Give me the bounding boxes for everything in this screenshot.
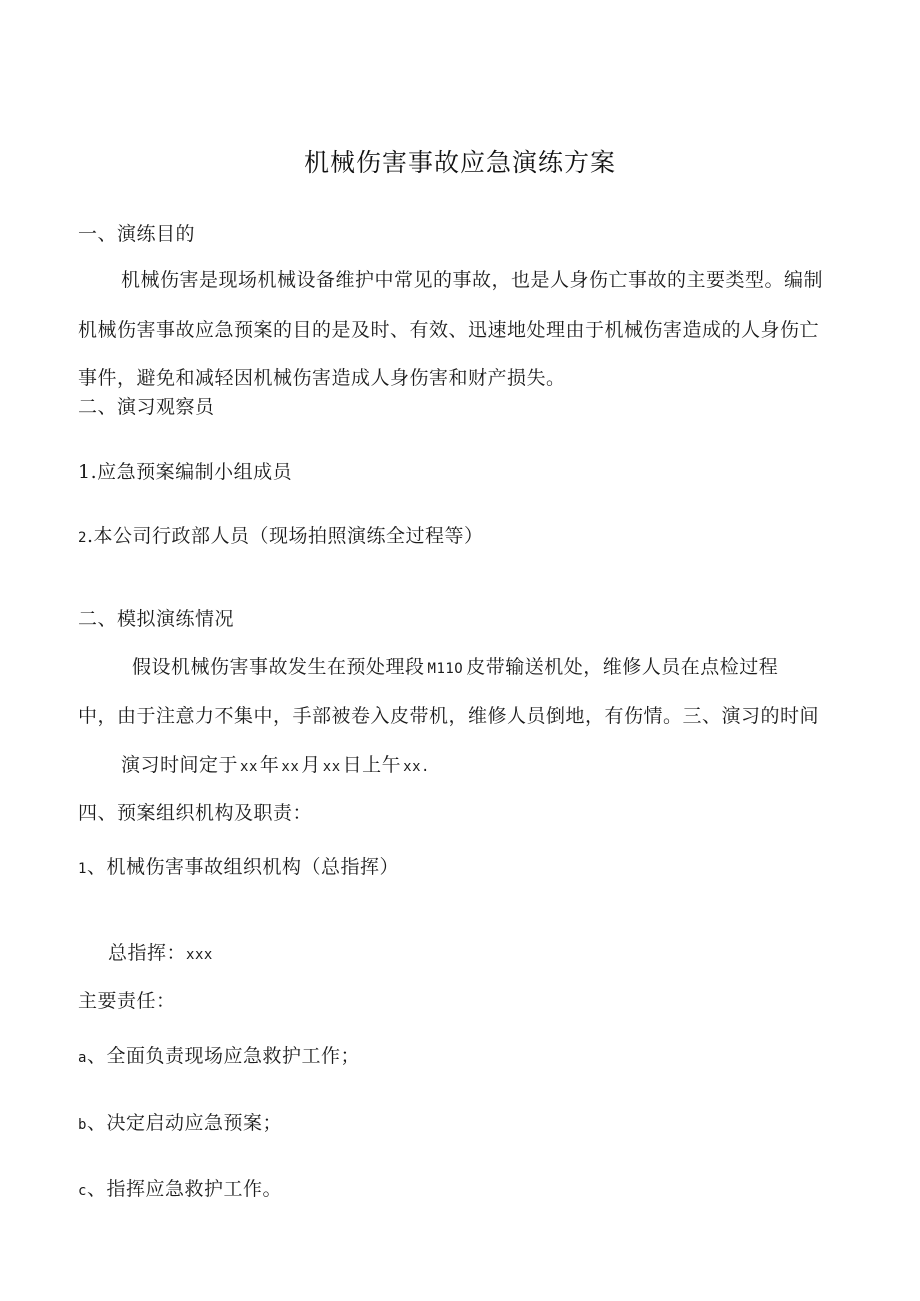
section-1-heading: 一、演练目的 [78,223,196,245]
observer-item-2-number: 2 [78,530,87,546]
organization-item-1-text: 、机械伤害事故组织机构（总指挥） [86,856,399,878]
duty-item-a-letter: a [78,1050,87,1066]
duties-heading: 主要责任： [78,990,176,1012]
duty-item-b [78,1111,282,1137]
section-1-paragraph-line-2: 机械伤害事故应急预案的目的是及时、有效、迅速地处理由于机械伤害造成的人身伤亡 [78,319,820,341]
section-3-heading: 二、模拟演练情况 [78,608,235,630]
duty-item-c-text: 、指挥应急救护工作。 [86,1178,282,1200]
drill-time-text-b: 年 [259,754,280,776]
commander-line [108,941,213,967]
duty-item-c [78,1177,282,1203]
drill-time-hour: xx. [403,759,430,775]
drill-time-year: xx [240,759,258,775]
observer-item-2 [78,524,483,550]
drill-time-text-a: 演习时间定于 [121,754,239,776]
duty-item-c-letter: c [78,1183,87,1199]
observer-item-2-text: .本公司行政部人员（现场拍照演练全过程等） [86,525,484,547]
duty-item-b-text: 、决定启动应急预案； [86,1112,282,1134]
duty-item-b-letter: b [78,1117,87,1133]
equipment-code: M11O [427,661,464,677]
section-1-paragraph-line-1: 机械伤害是现场机械设备维护中常见的事故，也是人身伤亡事故的主要类型。编制 [121,269,824,291]
observer-item-1: 1.应急预案编制小组成员 [78,461,293,483]
drill-time-text-c: 月 [301,754,321,776]
organization-item-1-number: 1 [78,861,87,877]
organization-item-1 [78,855,399,881]
drill-time-month: xx [281,759,300,775]
scenario-line-2: 中，由于注意力不集中，手部被卷入皮带机，维修人员倒地，有伤情。三、演习的时间 [78,705,820,727]
section-1-paragraph-line-3: 事件，避免和减轻因机械伤害造成人身伤害和财产损失。 [78,367,566,389]
drill-time-text-d: 日上午 [342,754,402,776]
section-4-heading: 四、预案组织机构及职责： [78,802,313,824]
commander-name: xxx [186,947,213,963]
duty-item-a-text: 、全面负责现场应急救护工作； [86,1045,360,1067]
section-2-heading: 二、演习观察员 [78,396,215,418]
page-title: 机械伤害事故应急演练方案 [303,148,616,177]
duty-item-a [78,1044,360,1070]
drill-time-line [121,753,430,779]
scenario-line-1 [132,655,778,681]
drill-time-day: xx [322,759,341,775]
commander-label: 总指挥： [108,942,187,964]
scenario-text-b: 皮带输送机处，维修人员在点检过程 [466,656,779,678]
scenario-text-a: 假设机械伤害事故发生在预处理段 [132,656,425,678]
